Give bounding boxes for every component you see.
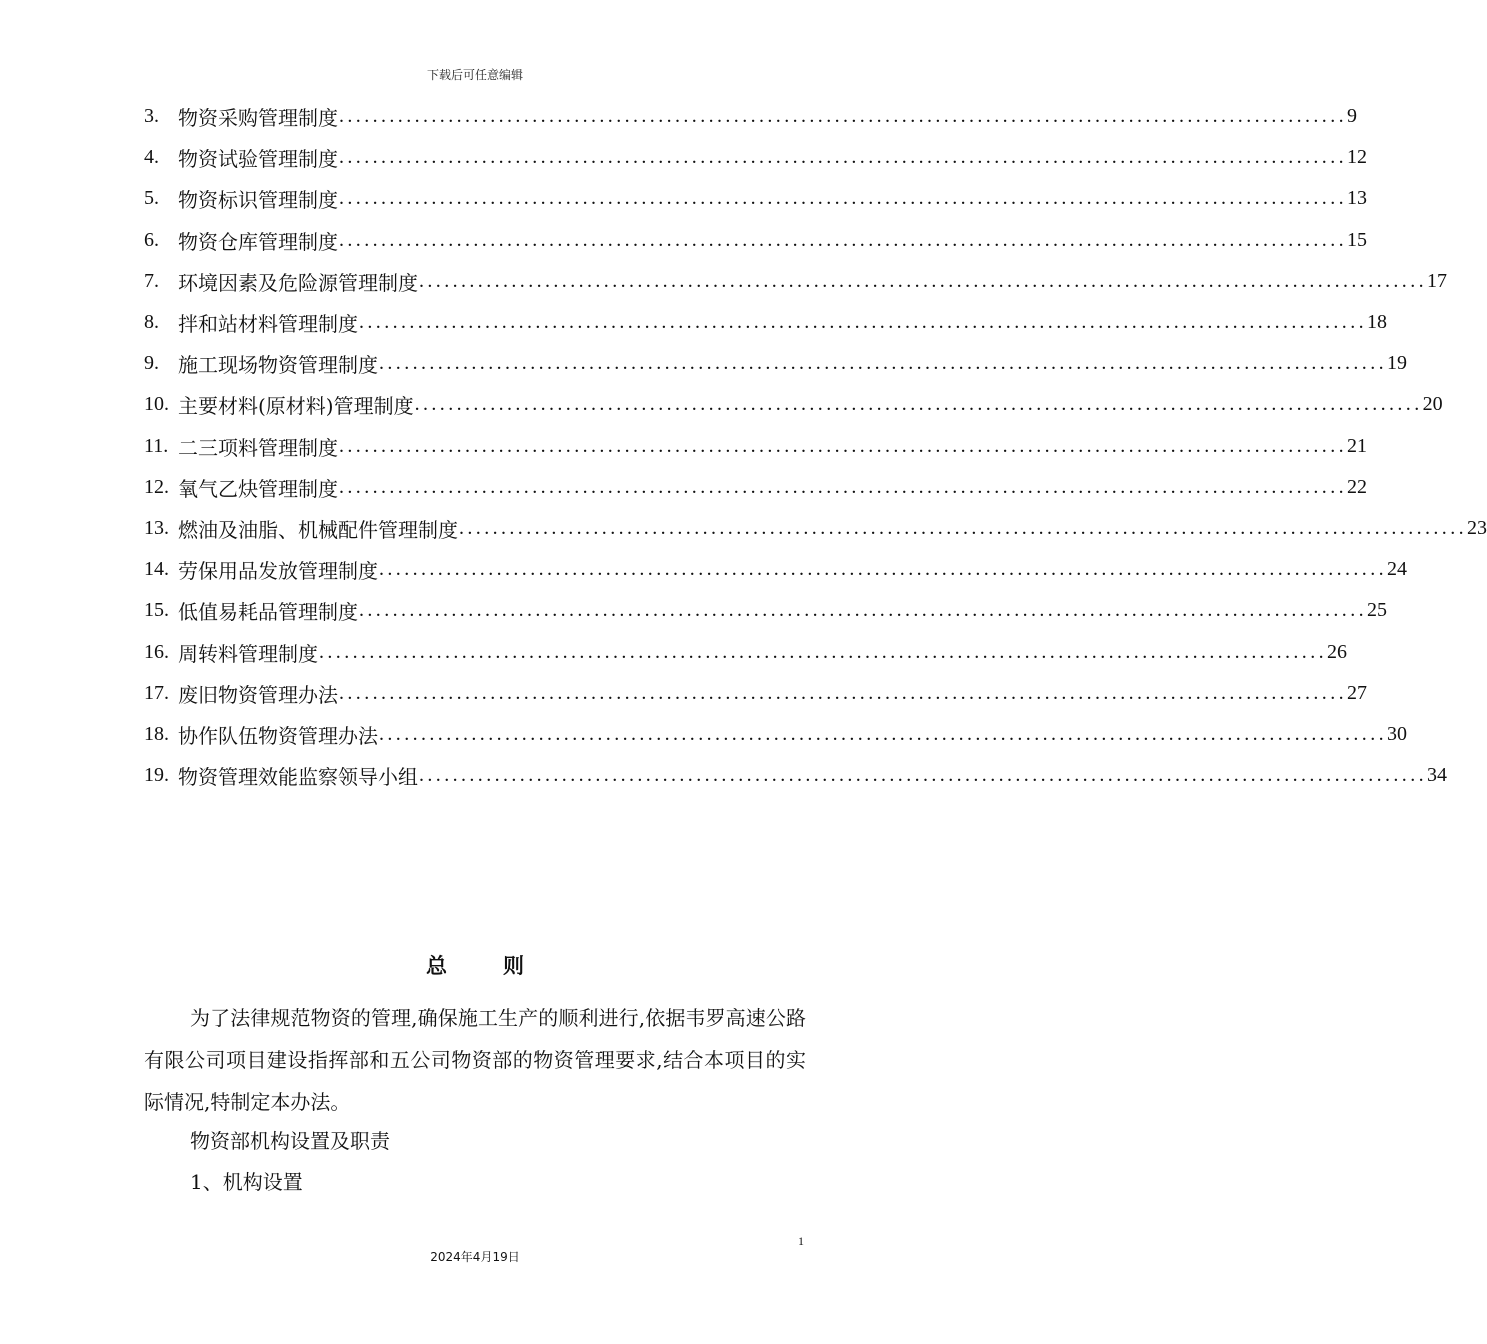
- toc-entry-title: 废旧物资管理办法: [178, 682, 338, 707]
- toc-leader-dots: ........................................................................................................................: [339, 187, 1347, 210]
- toc-entry-title: 施工现场物资管理制度: [178, 353, 378, 378]
- toc-entry-number: 17.: [144, 681, 169, 704]
- toc-entry[interactable]: [144, 384, 1443, 425]
- toc-leader-dots: ........................................................................................................................: [339, 228, 1347, 251]
- toc-leader-dots: ........................................................................................................................: [319, 640, 1327, 663]
- table-of-contents: [144, 96, 1487, 796]
- toc-entry-number: 15.: [144, 599, 169, 622]
- toc-entry-title: 主要材料(原材料)管理制度: [178, 394, 414, 419]
- numbered-item: 1、机构设置: [190, 1170, 303, 1194]
- toc-entry-title: 环境因素及危险源管理制度: [178, 270, 418, 295]
- toc-entry-title: 二三项料管理制度: [178, 435, 338, 460]
- toc-leader-dots: ........................................................................................................................: [339, 475, 1347, 498]
- toc-entry-number: 3.: [144, 105, 159, 128]
- toc-entry-number: 4.: [144, 146, 159, 169]
- toc-entry-number: 14.: [144, 558, 169, 581]
- toc-entry[interactable]: [144, 96, 1357, 137]
- toc-entry[interactable]: [144, 714, 1407, 755]
- toc-entry-number: 8.: [144, 311, 159, 334]
- toc-entry-title: 劳保用品发放管理制度: [178, 559, 378, 584]
- toc-entry[interactable]: [144, 343, 1407, 384]
- toc-leader-dots: ........................................................................................................................: [379, 352, 1387, 375]
- toc-entry[interactable]: [144, 508, 1487, 549]
- toc-entry-title: 氧气乙炔管理制度: [178, 476, 338, 501]
- toc-entry-page: 9: [1347, 105, 1357, 128]
- toc-entry-page: 21: [1347, 434, 1367, 457]
- toc-entry[interactable]: [144, 631, 1347, 672]
- toc-entry-number: 9.: [144, 352, 159, 375]
- toc-leader-dots: ........................................................................................................................: [339, 146, 1347, 169]
- toc-entry-page: 22: [1347, 475, 1367, 498]
- toc-leader-dots: ........................................................................................................................: [419, 764, 1427, 787]
- toc-leader-dots: ........................................................................................................................: [339, 681, 1347, 704]
- toc-leader-dots: ........................................................................................................................: [379, 722, 1387, 745]
- toc-entry-number: 16.: [144, 640, 169, 663]
- toc-entry[interactable]: [144, 755, 1447, 796]
- toc-entry-title: 燃油及油脂、机械配件管理制度: [178, 517, 458, 542]
- footer-date: 2024年4月19日: [430, 1250, 520, 1264]
- toc-leader-dots: ........................................................................................................................: [359, 311, 1367, 334]
- toc-entry-page: 12: [1347, 146, 1367, 169]
- toc-entry-number: 18.: [144, 722, 169, 745]
- toc-entry[interactable]: [144, 467, 1367, 508]
- toc-leader-dots: ........................................................................................................................: [359, 599, 1367, 622]
- toc-entry-page: 24: [1387, 558, 1407, 581]
- toc-entry[interactable]: [144, 137, 1367, 178]
- toc-leader-dots: ........................................................................................................................: [339, 434, 1347, 457]
- page-header: 下载后可任意编辑: [426, 68, 523, 82]
- toc-entry-title: 物资标识管理制度: [178, 188, 338, 213]
- toc-entry-page: 19: [1387, 352, 1407, 375]
- section-title: 总则: [426, 953, 580, 978]
- toc-entry-number: 7.: [144, 269, 159, 292]
- toc-leader-dots: ........................................................................................................................: [419, 269, 1427, 292]
- toc-entry[interactable]: [144, 549, 1407, 590]
- toc-entry[interactable]: [144, 426, 1367, 467]
- toc-leader-dots: ........................................................................................................................: [379, 558, 1387, 581]
- toc-entry-title: 物资采购管理制度: [178, 106, 338, 131]
- toc-entry[interactable]: [144, 673, 1367, 714]
- toc-leader-dots: ........................................................................................................................: [459, 516, 1467, 539]
- toc-entry-number: 13.: [144, 516, 169, 539]
- toc-entry[interactable]: [144, 261, 1447, 302]
- toc-entry-number: 10.: [144, 393, 169, 416]
- toc-entry-page: 17: [1427, 269, 1447, 292]
- toc-leader-dots: ........................................................................................................................: [414, 393, 1423, 416]
- toc-entry-page: 26: [1327, 640, 1347, 663]
- toc-entry-title: 拌和站材料管理制度: [178, 312, 358, 337]
- toc-leader-dots: ........................................................................................................................: [339, 105, 1347, 128]
- toc-entry-title: 协作队伍物资管理办法: [178, 723, 378, 748]
- toc-entry-page: 27: [1347, 681, 1367, 704]
- toc-entry-number: 5.: [144, 187, 159, 210]
- toc-entry-number: 12.: [144, 475, 169, 498]
- toc-entry[interactable]: [144, 220, 1367, 261]
- toc-entry-number: 6.: [144, 228, 159, 251]
- toc-entry-title: 物资管理效能监察领导小组: [178, 765, 418, 790]
- toc-entry[interactable]: [144, 178, 1367, 219]
- intro-paragraph: 为了法律规范物资的管理,确保施工生产的顺利进行,依据韦罗高速公路有限公司项目建设指挥部和五公司物资部的物资管理要求,结合本项目的实际情况,特制定本办法。: [144, 1006, 806, 1114]
- toc-entry-title: 物资试验管理制度: [178, 147, 338, 172]
- toc-entry-page: 20: [1422, 393, 1443, 416]
- toc-entry-page: 25: [1367, 599, 1387, 622]
- page-number: 1: [798, 1234, 804, 1248]
- toc-entry-number: 11.: [144, 434, 169, 457]
- toc-entry-page: 15: [1347, 228, 1367, 251]
- toc-entry-page: 34: [1427, 764, 1447, 787]
- toc-entry-page: 23: [1467, 516, 1487, 539]
- toc-entry-title: 低值易耗品管理制度: [178, 600, 358, 625]
- toc-entry-title: 物资仓库管理制度: [178, 229, 338, 254]
- toc-entry[interactable]: [144, 302, 1387, 343]
- toc-entry[interactable]: [144, 590, 1387, 631]
- toc-entry-page: 13: [1347, 187, 1367, 210]
- toc-entry-title: 周转料管理制度: [178, 641, 318, 666]
- toc-entry-page: 30: [1387, 722, 1407, 745]
- subheading: 物资部机构设置及职责: [190, 1129, 390, 1153]
- toc-entry-number: 19.: [144, 764, 169, 787]
- toc-entry-page: 18: [1367, 311, 1387, 334]
